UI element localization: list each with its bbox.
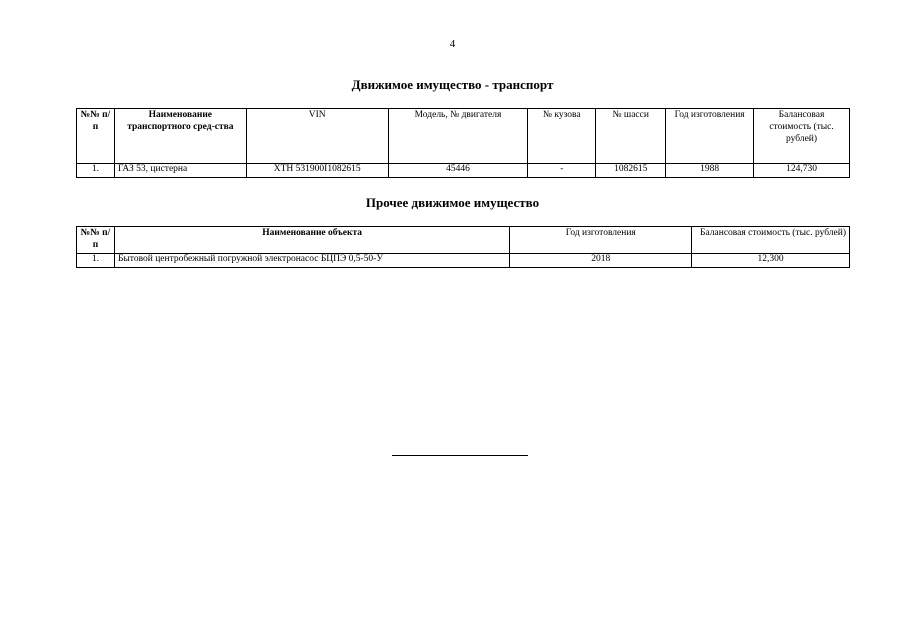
header-body-number: № кузова: [528, 109, 596, 164]
row-chassis-number: 1082615: [596, 164, 666, 178]
row-model-engine: 45446: [388, 164, 528, 178]
row-num: 1.: [77, 253, 115, 267]
row-balance-cost: 124,730: [754, 164, 850, 178]
transport-table: [76, 108, 850, 178]
page-number: 4: [449, 38, 456, 50]
header-num: №№ п/п: [77, 227, 115, 254]
row-year: 1988: [666, 164, 754, 178]
other-section-title: Прочее движимое имущество: [365, 195, 540, 210]
row-object-name: Бытовой центробежный погружной электронасос БЦПЭ 0,5-50-У: [114, 253, 509, 267]
header-model-engine: Модель, № двигателя: [388, 109, 528, 164]
row-year: 2018: [510, 253, 692, 267]
header-balance-cost: Балансовая стоимость (тыс. рублей): [692, 227, 850, 254]
row-balance-cost: 12,300: [692, 253, 850, 267]
row-vin: ХТН 531900I1082615: [246, 164, 388, 178]
header-chassis-number: № шасси: [596, 109, 666, 164]
row-body-number: -: [528, 164, 596, 178]
row-num: 1.: [77, 164, 115, 178]
header-year: Год изготовления: [510, 227, 692, 254]
other-property-table: [76, 226, 850, 268]
header-vin: VIN: [246, 109, 388, 164]
header-balance-cost: Балансовая стоимость (тыс. рублей): [754, 109, 850, 164]
row-vehicle-name: ГАЗ 53, цистерна: [114, 164, 246, 178]
other-header-row: [77, 227, 850, 254]
transport-section-title: Движимое имущество - транспорт: [351, 77, 554, 92]
closing-line: [392, 455, 528, 456]
header-object-name: Наименование объекта: [114, 227, 509, 254]
table-row: [77, 164, 850, 178]
table-row: [77, 253, 850, 267]
transport-header-row: [77, 109, 850, 164]
header-num: №№ п/п: [77, 109, 115, 164]
header-year: Год изготовления: [666, 109, 754, 164]
header-vehicle-name: Наименование транспортного сред-ства: [114, 109, 246, 164]
